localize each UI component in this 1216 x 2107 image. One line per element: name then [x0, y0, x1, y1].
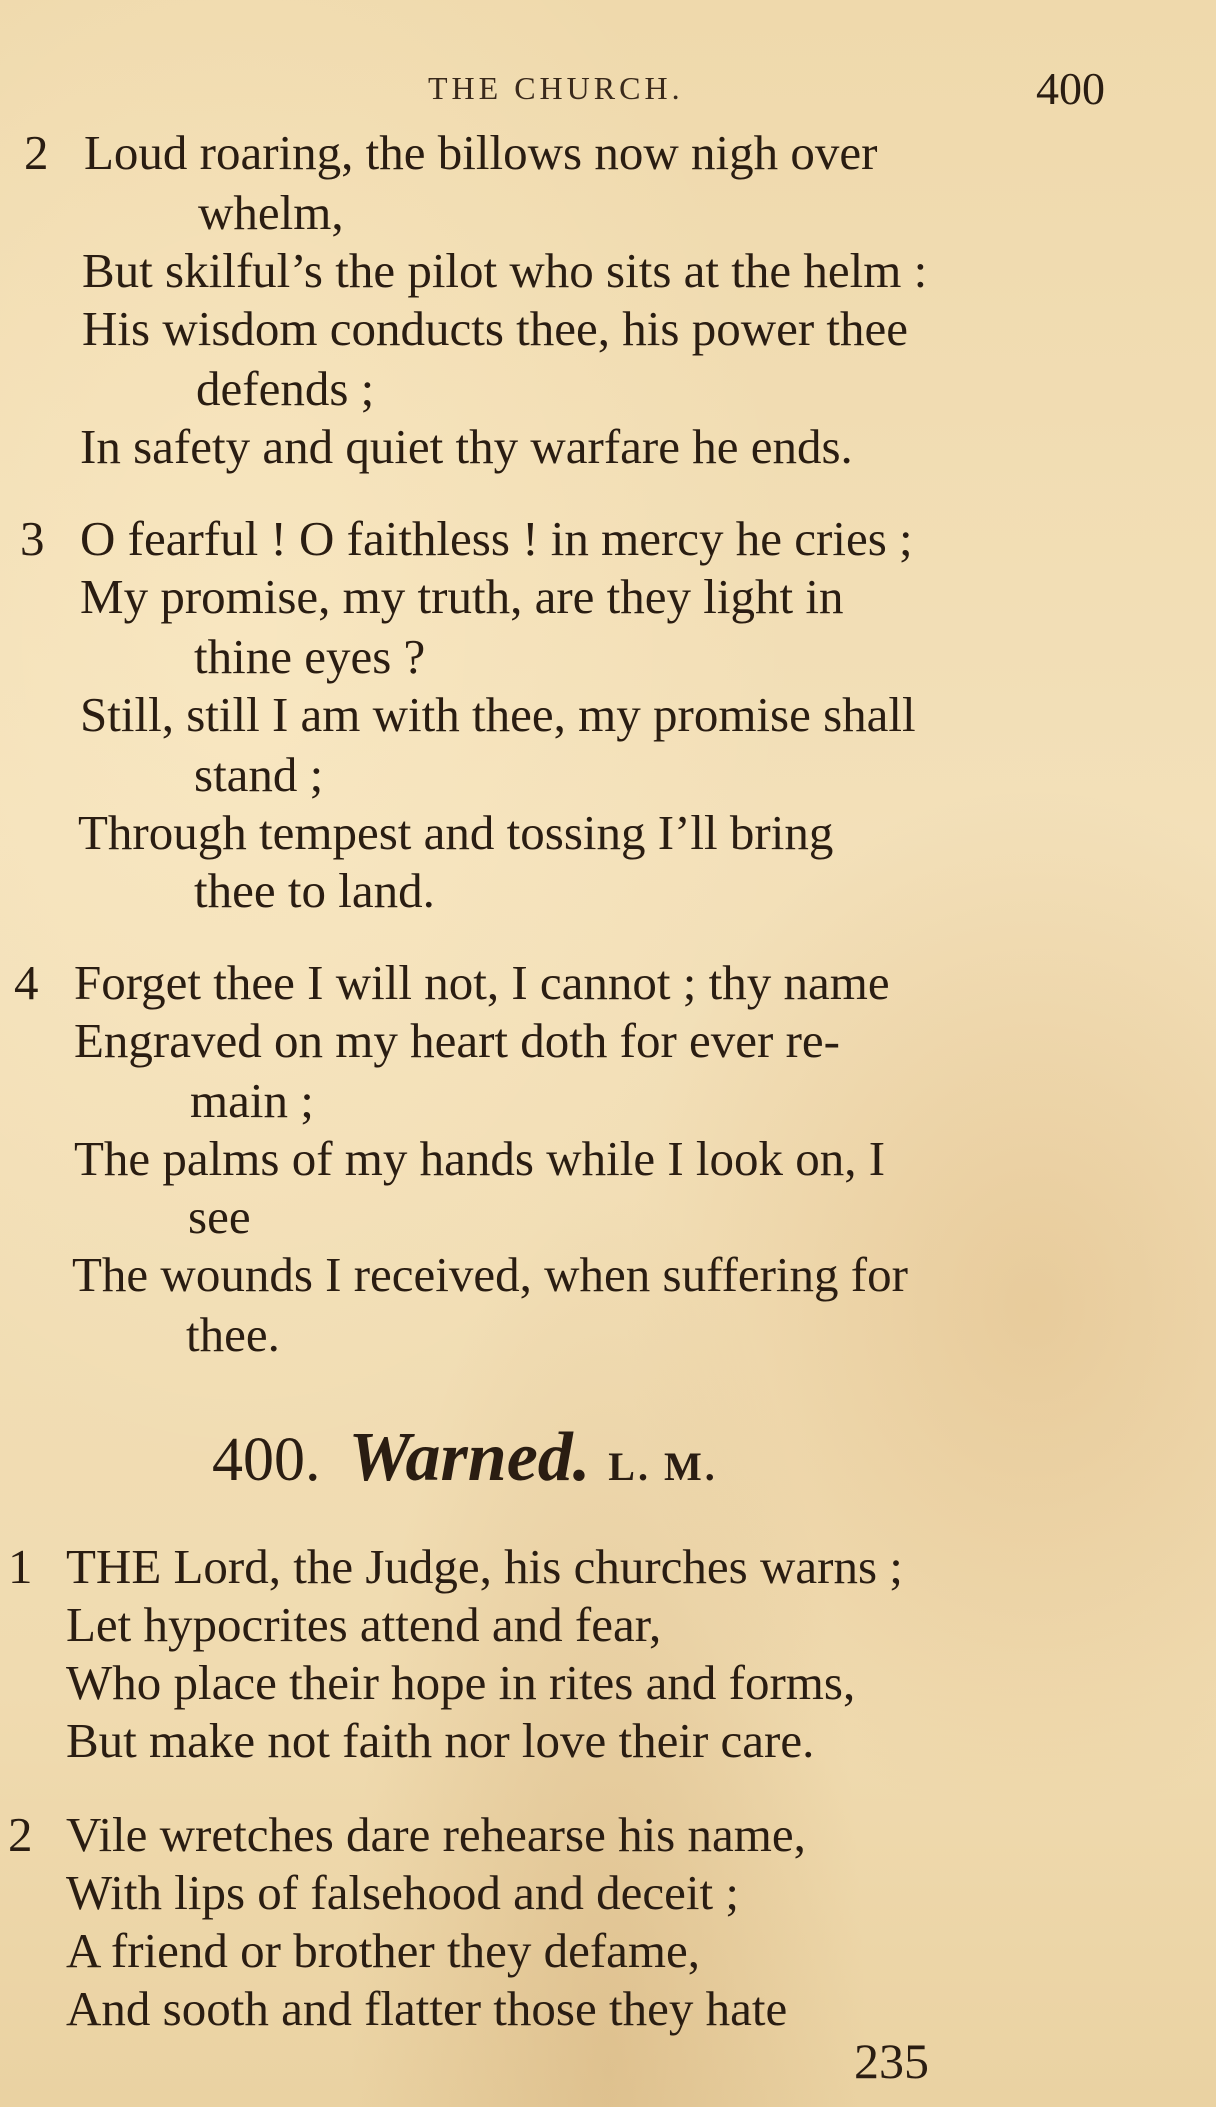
verse-line: Engraved on my heart doth for ever re-: [74, 1013, 840, 1068]
hymn-meter: L. M.: [608, 1444, 718, 1489]
page-number: 400: [1036, 63, 1105, 114]
verse-line: Who place their hope in rites and forms,: [66, 1655, 856, 1710]
verse-line: My promise, my truth, are they light in: [80, 569, 844, 624]
verse-line: stand ;: [194, 747, 324, 802]
verse-line: The wounds I received, when suffering for: [72, 1247, 908, 1302]
verse-number: 2: [8, 1807, 33, 1862]
verse-line: A friend or brother they defame,: [66, 1923, 701, 1978]
verse-line: Still, still I am with thee, my promise shall: [80, 687, 916, 742]
signature-mark: 235: [854, 2033, 929, 2089]
verse-line: Loud roaring, the billows now nigh over: [84, 125, 878, 180]
verse-number: 4: [14, 955, 39, 1010]
verse-line: Through tempest and tossing I’ll bring: [78, 805, 834, 860]
verse-number: 2: [24, 125, 49, 180]
hymn-title: Warned.: [348, 1419, 591, 1496]
verse-line: THE Lord, the Judge, his churches warns ;: [66, 1539, 903, 1594]
verse-line: Forget thee I will not, I cannot ; thy name: [74, 955, 890, 1010]
verse-line: O fearful ! O faithless ! in mercy he cries ;: [80, 511, 913, 566]
verse-line: Vile wretches dare rehearse his name,: [66, 1807, 806, 1862]
running-head: [0, 62, 1216, 112]
verse-line: see: [188, 1189, 251, 1244]
verse-line: defends ;: [196, 361, 375, 416]
verse-line: thine eyes ?: [194, 629, 426, 684]
running-title: THE CHURCH.: [428, 70, 684, 106]
verse-line: But skilful’s the pilot who sits at the helm :: [82, 243, 928, 298]
verse-number: 1: [8, 1539, 33, 1594]
verse-number: 3: [20, 511, 45, 566]
hymn-heading: [212, 1418, 718, 1498]
verse-line: whelm,: [198, 185, 344, 240]
verse-line: And sooth and flatter those they hate: [66, 1981, 788, 2036]
verse-line: His wisdom conducts thee, his power thee: [82, 301, 909, 356]
verse-line: Let hypocrites attend and fear,: [66, 1597, 662, 1652]
verse-line: thee to land.: [194, 863, 435, 918]
verse-line: But make not faith nor love their care.: [66, 1713, 815, 1768]
verse-line: main ;: [190, 1073, 314, 1128]
verse-line: thee.: [186, 1307, 280, 1362]
verse-line: With lips of falsehood and deceit ;: [66, 1865, 739, 1920]
hymn-number: 400.: [212, 1426, 321, 1494]
verse-line: In safety and quiet thy warfare he ends.: [80, 419, 853, 474]
verse-line: The palms of my hands while I look on, I: [74, 1131, 886, 1186]
